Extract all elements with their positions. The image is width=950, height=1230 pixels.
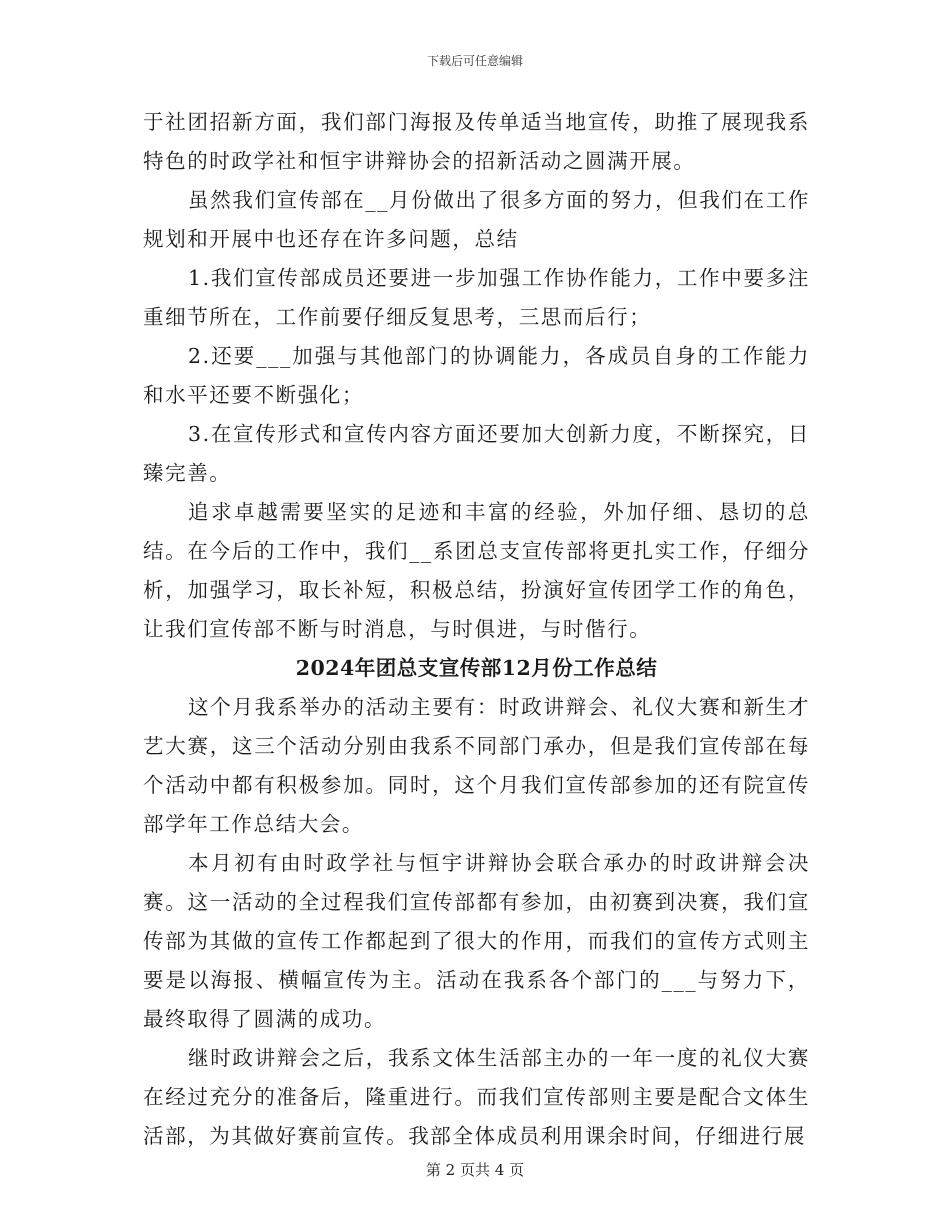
document-body	[143, 103, 810, 1156]
list-item: 3.在宣传形式和宣传内容方面还要加大创新力度，不断探究，日臻完善。	[143, 422, 810, 485]
list-item: 1.我们宣传部成员还要进一步加强工作协作能力，工作中要多注重细节所在，工作前要仔细反复思考，三思而后行；	[143, 266, 810, 329]
page-header: 下载后可任意编辑	[426, 54, 523, 68]
section-title: 2024年团总支宣传部12月份工作总结	[295, 656, 658, 680]
paragraph: 本月初有由时政学社与恒宇讲辩协会联合承办的时政讲辩会决赛。这一活动的全过程我们宣传部都有参加，由初赛到决赛，我们宣传部为其做的宣传工作都起到了很大的作用，而我们的宣传方式则主要是以海报、横幅宣传为主。活动在我系各个部门的___与努力下，最终取得了圆满的成功。	[143, 851, 810, 1031]
paragraph: 虽然我们宣传部在__月份做出了很多方面的努力，但我们在工作规划和开展中也还存在许多问题，总结	[143, 188, 810, 251]
paragraph: 继时政讲辩会之后，我系文体生活部主办的一年一度的礼仪大赛在经过充分的准备后，隆重进行。而我们宣传部则主要是配合文体生活部，为其做好赛前宣传。我部全体成员利用课余时间，仔细进行展	[143, 1046, 810, 1148]
paragraph: 这个月我系举办的活动主要有：时政讲辩会、礼仪大赛和新生才艺大赛，这三个活动分别由我系不同部门承办，但是我们宣传部在每个活动中都有积极参加。同时，这个月我们宣传部参加的还有院宣传部学年工作总结大会。	[143, 695, 810, 836]
paragraph: 追求卓越需要坚实的足迹和丰富的经验，外加仔细、恳切的总结。在今后的工作中，我们__系团总支宣传部将更扎实工作，仔细分析，加强学习，取长补短，积极总结，扮演好宣传团学工作的角色，让我们宣传部不断与时消息，与时俱进，与时偕行。	[143, 500, 810, 641]
page-number: 第 2 页共 4 页	[425, 1161, 525, 1179]
list-item: 2.还要___加强与其他部门的协调能力，各成员自身的工作能力和水平还要不断强化；	[143, 344, 810, 407]
paragraph: 于社团招新方面，我们部门海报及传单适当地宣传，助推了展现我系特色的时政学社和恒宇讲辩协会的招新活动之圆满开展。	[143, 110, 810, 173]
